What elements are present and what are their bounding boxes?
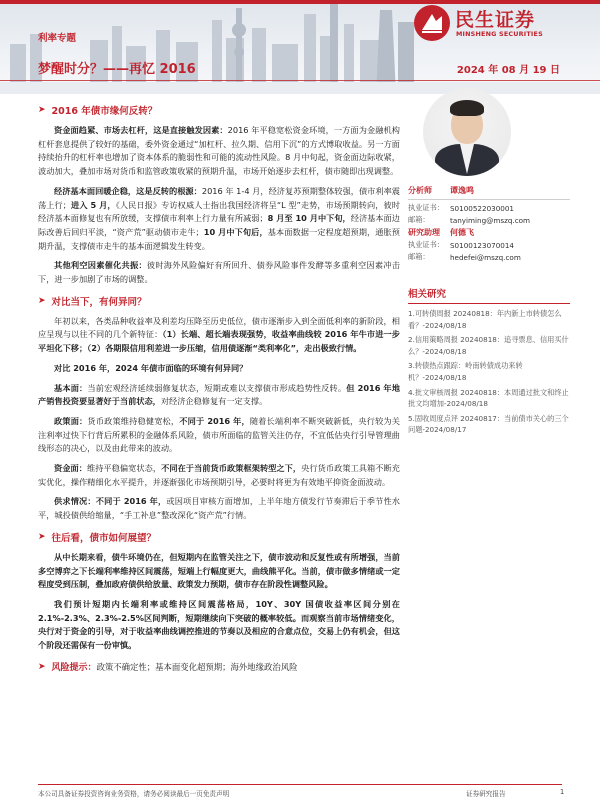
- text-run: 2016 年平稳宽松资金环境，一方面为金融机构杠杆套息提供了较好的基础，委外资金通过“加杠杆、拉久期、信用下沉”的方式博取收益。另一方面持续抬升的杠杆率也增加了资本体系的脆弱性和可能的流动性风险。8 月中旬起，资金面边际收紧，波动加大，叠加市场对货币和监管政策收紧的预期升温，市场开始逐步去杠杆，债市随即出现调整。: [38, 125, 400, 177]
- logo-chinese-name: 民生证券: [455, 9, 536, 31]
- paragraph: [38, 259, 400, 286]
- related-research-heading: 相关研究: [408, 286, 570, 304]
- analyst-1-role: 分析师: [408, 186, 432, 195]
- bold-text-run: 基本面：: [54, 382, 88, 393]
- paragraph: [38, 362, 400, 376]
- related-item[interactable]: 2.信用策略周报 20240818：追寻票息、信用买什么？-2024/08/18: [408, 335, 569, 356]
- analyst-2-role: 研究助理: [408, 228, 440, 237]
- text-run: 随着长端利率不断突破新低，央行较为关注利率过快下行背后所累积的金融体系风险，债市所面临的监管关注仍存，不宜低估央行引导管理曲线形态的决心，以及由此带来的波动。: [38, 415, 400, 454]
- risk-text: 政策不确定性；基本面变化超预期；海外地缘政治风险: [96, 661, 298, 672]
- report-date: 2024 年 08 月 19 日: [456, 65, 560, 76]
- bold-text-run: 我们预计短期内长端利率或维持区间震荡格局，10Y、30Y 国债收益率区间分别在 2.1%-2.3%、2.3%-2.5%区间判断，短期继续向下突破的概率较低。而观察当前市场情绪变化，央行对于资金的引导，对于收益率曲线调控推进的节奏以及相应的合意点位，交易上仍有机会，但这个阶段还需保有一份审慎。: [38, 598, 400, 651]
- arrow-bullet-icon: ➤: [38, 531, 46, 542]
- analyst-1-cert: S0100522030001: [450, 203, 515, 213]
- footer-disclaimer: 本公司具备证券投资咨询业务资格，请务必阅读最后一页免责声明: [38, 790, 230, 798]
- analyst-2-name: 何德飞: [450, 228, 474, 237]
- paragraph: [38, 551, 400, 592]
- header-divider: [0, 80, 600, 81]
- analyst-1-name: 谭逸鸣: [450, 186, 474, 195]
- text-run: 货币政策维持稳健宽松，: [87, 415, 180, 426]
- text-run: 当前宏观经济延续弱修复状态，短期或难以支撑债市形成趋势性反转。: [87, 382, 347, 393]
- analyst-photo: [423, 88, 511, 176]
- analyst-2-email-label: 邮箱：: [408, 252, 430, 261]
- bold-text-run: 经济基本面回暖企稳，这是反转的根源：: [54, 185, 202, 196]
- text-run: 或因项目审核方面增加，上半年地方债发行节奏滞后于季节性水平，城投债供给缩量，“手工补息”整改深化“资产荒”行情。: [38, 496, 400, 521]
- bold-text-run: 但 2016 年地产销售投资要显著好于当前状态，: [38, 382, 400, 407]
- paragraph: [38, 124, 400, 179]
- bold-text-run: 其他利空因素催化共振：: [54, 260, 147, 271]
- arrow-bullet-icon: ➤: [38, 295, 46, 306]
- paragraph: [38, 315, 400, 356]
- text-run: 基本面数据一定程度超预期，通胀预期升温，支撑债市走牛的基本面逻辑发生转变。: [38, 226, 400, 251]
- analyst-1-title: [408, 184, 570, 197]
- text-run: 彼时海外风险偏好有所回升、债券风险事件发酵等多重利空因素冲击下，进一步加剧了市场的调整。: [38, 260, 400, 285]
- analyst-2-cert-label: 执业证书：: [408, 240, 444, 249]
- risk-warning: [38, 659, 400, 675]
- bold-text-run: （1）长端、超长端表现强势，收益率曲线较 2016 年牛市进一步平坦化下移；（2）各期限信用利差进一步压缩，信用债逐渐“类利率化”，走出极致行情。: [38, 329, 400, 354]
- bold-text-run: 10 月中下旬后，: [203, 226, 268, 237]
- analyst-info: [408, 184, 570, 263]
- arrow-bullet-icon: ➤: [38, 105, 46, 115]
- bold-text-run: 8 月至 10 月中下旬，: [267, 213, 351, 224]
- photo-hair: [450, 100, 484, 116]
- related-item[interactable]: 3.转债热点跟踪：岭南转债成功来转机？-2024/08/18: [408, 361, 523, 382]
- text-run: 经济基本面边际改善后回归平淡，“资产荒”驱动债市走牛；: [38, 213, 400, 237]
- section-heading-text: 对比当下，有何异同？: [51, 296, 147, 308]
- analyst-2-cert: S0100123070014: [450, 240, 515, 250]
- section-heading: [38, 293, 400, 309]
- paragraph: [38, 185, 400, 254]
- text-run: 对经济企稳修复有一定支撑。: [160, 396, 268, 407]
- paragraph: [38, 598, 400, 653]
- analyst-2-title: [408, 226, 570, 239]
- logo-english-name: MINSHENG SECURITIES: [456, 30, 543, 38]
- bold-text-run: 不同于 2016 年，: [95, 496, 167, 507]
- paragraph: [38, 462, 400, 489]
- arrow-bullet-icon: ➤: [38, 661, 46, 672]
- footer-report-type: 证券研究报告: [466, 790, 506, 798]
- footer-divider: [38, 784, 562, 785]
- paragraph: [38, 415, 400, 456]
- analyst-1-cert-label: 执业证书：: [408, 203, 444, 212]
- related-research: [408, 286, 570, 439]
- related-item[interactable]: 1.可转债周报 20240818：年内新上市转债怎么看？-2024/08/18: [408, 309, 562, 330]
- bold-text-run: 进入 5 月，: [70, 199, 116, 210]
- related-item[interactable]: 5.固收周度点评 20240817：当前债市关心的三个问题-2024/08/17: [408, 413, 569, 435]
- section-heading-text: 2016 年债市缘何反转？: [51, 106, 158, 117]
- text-run: 年初以来，各类品种收益率及利差均压降至历史低位，债市逐渐步入到全面低利率的新阶段，相应呈现与以往不同的几个新特征：: [38, 315, 400, 340]
- text-run: 央行货币政策工具箱不断充实优化，操作精细化水平提升，并逐渐强化市场预期引导，必要时将更为有效地平抑资金面波动。: [38, 463, 400, 487]
- text-run: 2016 年 1-4 月，经济复苏预期整体较强，债市利率震荡上行；: [38, 185, 400, 210]
- bold-text-run: 从中长期来看，债牛环境仍在，但短期内在监管关注之下，债市波动和反复性或有所增强，当前多空博弈之下长端利率维持区间震荡，短端上行幅度更大，曲线熊平化。当前，债市做多情绪或一定程度受到压制，叠加政府债供给放量、政策发力预期，债市存在阶段性调整风险。: [38, 551, 400, 590]
- bold-text-run: 不同于 2016 年，: [179, 415, 250, 426]
- bold-text-run: 资金面趋紧、市场去杠杆，这是直接触发因素：: [54, 125, 228, 135]
- text-run: 维持平稳偏宽状态，: [86, 463, 162, 474]
- report-header: [0, 0, 600, 94]
- analyst-divider: [408, 199, 570, 200]
- analyst-1-email-label: 邮箱：: [408, 215, 430, 224]
- analyst-1-email[interactable]: tanyiming@mszq.com: [450, 215, 531, 225]
- page-number: 1: [560, 788, 565, 796]
- bold-text-run: 政策面：: [54, 415, 88, 426]
- risk-label: 风险提示：: [51, 663, 97, 674]
- bold-text-run: 供求情况：: [54, 496, 96, 507]
- company-logo: [413, 4, 578, 42]
- analyst-2-email[interactable]: hedefei@mszq.com: [450, 252, 521, 262]
- analyst-2-email-row: [408, 251, 570, 263]
- analyst-2-cert-row: [408, 239, 570, 251]
- analyst-1-cert-row: [408, 202, 570, 214]
- bold-text-run: 不同在于当前货币政策框架转型之下，: [161, 463, 302, 474]
- section-heading: [38, 529, 400, 545]
- bold-text-run: 对比 2016 年，2024 年债市面临的环境有何异同？: [54, 362, 248, 373]
- text-run: 《人民日报》专访权威人士指出我国经济将呈“L 型”走势，市场预期转向，彼时经济基本面修复也有所放缓，支撑债市利率上行力量有所减弱；: [38, 199, 400, 224]
- paragraph: [38, 382, 400, 409]
- minsheng-logo-icon: [413, 4, 451, 42]
- section-heading-text: 往后看，债市如何展望？: [51, 532, 157, 544]
- report-category: 利率专题: [38, 33, 77, 44]
- analyst-1-email-row: [408, 214, 570, 226]
- report-title: 梦醒时分？——再忆 2016: [38, 62, 196, 77]
- main-content: [38, 100, 400, 675]
- section-heading: [38, 102, 400, 118]
- bold-text-run: 资金面：: [54, 463, 87, 474]
- related-item[interactable]: 4.批文审核周报 20240818：本周通过批文和终止批文均增加-2024/08/18: [408, 387, 569, 409]
- paragraph: [38, 495, 400, 522]
